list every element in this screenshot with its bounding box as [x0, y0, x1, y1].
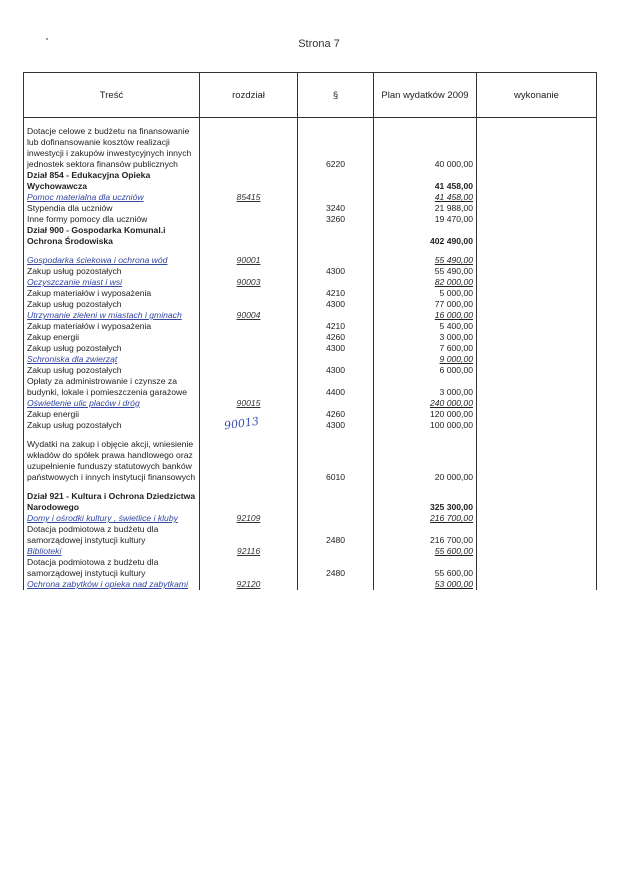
- row-description: Dotacja podmiotowa z budżetu dla samorządowej instytucji kultury: [24, 557, 200, 579]
- row-paragraf: 4260: [298, 332, 374, 343]
- row-wykonanie: [477, 409, 597, 420]
- row-plan-value: 3 000,00: [374, 376, 477, 398]
- row-plan-value: 82 000,00: [374, 277, 477, 288]
- row-paragraf: 4300: [298, 365, 374, 376]
- row-plan-value: 77 000,00: [374, 299, 477, 310]
- row-description: Zakup usług pozostałych: [24, 299, 200, 310]
- table-row: [24, 299, 597, 310]
- row-wykonanie: [477, 398, 597, 409]
- row-plan-value: 100 000,00: [374, 420, 477, 431]
- spacer-cell: [200, 431, 298, 439]
- row-description: Stypendia dla uczniów: [24, 203, 200, 214]
- table-row: [24, 557, 597, 579]
- table-row: [24, 170, 597, 192]
- row-rozdzial: 90004: [200, 310, 298, 321]
- row-description: Dotacja podmiotowa z budżetu dla samorządowej instytucji kultury: [24, 524, 200, 546]
- header-wykonanie: wykonanie: [477, 73, 597, 118]
- row-plan-value: 55 600,00: [374, 557, 477, 579]
- row-plan-value: 55 600,00: [374, 546, 477, 557]
- row-rozdzial: 85415: [200, 192, 298, 203]
- row-wykonanie: [477, 266, 597, 277]
- row-wykonanie: [477, 214, 597, 225]
- row-plan-value: 55 490,00: [374, 266, 477, 277]
- table-row: [24, 332, 597, 343]
- row-paragraf: 4210: [298, 288, 374, 299]
- table-row: [24, 354, 597, 365]
- row-rozdzial: [200, 365, 298, 376]
- row-paragraf: [298, 546, 374, 557]
- row-description: Utrzymanie zieleni w miastach i gminach: [24, 310, 200, 321]
- row-description: Oczyszczanie miast i wsi: [24, 277, 200, 288]
- row-wykonanie: [477, 513, 597, 524]
- row-rozdzial: [200, 332, 298, 343]
- row-rozdzial: [200, 214, 298, 225]
- row-plan-value: 9 000,00: [374, 354, 477, 365]
- row-rozdzial: 92120: [200, 579, 298, 590]
- row-wykonanie: [477, 255, 597, 266]
- row-rozdzial: [200, 203, 298, 214]
- row-wykonanie: [477, 579, 597, 590]
- row-wykonanie: [477, 354, 597, 365]
- row-description: Wydatki na zakup i objęcie akcji, wniesienie wkładów do spółek prawa handlowego oraz uzupełnienie funduszy statutowych banków państwowych i innych instytucji finansowych: [24, 439, 200, 483]
- spacer-cell: [24, 483, 200, 491]
- row-description: Opłaty za administrowanie i czynsze za budynki, lokale i pomieszczenia garażowe: [24, 376, 200, 398]
- row-description: Zakup energii: [24, 409, 200, 420]
- table-row: [24, 203, 597, 214]
- spacer-cell: [374, 431, 477, 439]
- row-wykonanie: [477, 321, 597, 332]
- spacer-cell: [298, 483, 374, 491]
- row-description: Zakup energii: [24, 332, 200, 343]
- spacer-cell: [24, 431, 200, 439]
- row-rozdzial: [200, 524, 298, 546]
- row-wykonanie: [477, 225, 597, 247]
- scan-artifact: [46, 38, 48, 40]
- row-paragraf: 4300: [298, 420, 374, 431]
- row-paragraf: 4260: [298, 409, 374, 420]
- row-rozdzial: [200, 126, 298, 170]
- row-paragraf: [298, 491, 374, 513]
- row-plan-value: 7 600,00: [374, 343, 477, 354]
- table-row: [24, 214, 597, 225]
- row-wykonanie: [477, 376, 597, 398]
- row-plan-value: 55 490,00: [374, 255, 477, 266]
- row-rozdzial: [200, 354, 298, 365]
- row-rozdzial: 90001: [200, 255, 298, 266]
- row-paragraf: 4300: [298, 299, 374, 310]
- budget-table: [23, 72, 597, 590]
- table-row: [24, 225, 597, 247]
- row-description: Schroniska dla zwierząt: [24, 354, 200, 365]
- table-body: [24, 118, 597, 591]
- header-paragraf: §: [298, 73, 374, 118]
- row-wykonanie: [477, 439, 597, 483]
- row-wykonanie: [477, 126, 597, 170]
- row-plan-value: 216 700,00: [374, 524, 477, 546]
- row-description: Zakup usług pozostałych: [24, 420, 200, 431]
- row-plan-value: 6 000,00: [374, 365, 477, 376]
- row-paragraf: [298, 225, 374, 247]
- row-paragraf: 2480: [298, 557, 374, 579]
- row-plan-value: 5 400,00: [374, 321, 477, 332]
- row-plan-value: 41 458,00: [374, 192, 477, 203]
- row-plan-value: 402 490,00: [374, 225, 477, 247]
- table-row: [24, 310, 597, 321]
- spacer-cell: [298, 118, 374, 127]
- row-paragraf: [298, 277, 374, 288]
- row-description: Oświetlenie ulic placów i dróg: [24, 398, 200, 409]
- table-header-row: [24, 73, 597, 118]
- row-rozdzial: [200, 288, 298, 299]
- table-row: [24, 266, 597, 277]
- row-wykonanie: [477, 310, 597, 321]
- spacer-cell: [477, 431, 597, 439]
- row-description: Zakup usług pozostałych: [24, 266, 200, 277]
- table-row: [24, 398, 597, 409]
- row-paragraf: 4400: [298, 376, 374, 398]
- row-rozdzial: [200, 557, 298, 579]
- row-plan-value: 325 300,00: [374, 491, 477, 513]
- table-row: [24, 524, 597, 546]
- table-row: [24, 420, 597, 431]
- row-rozdzial: 90015: [200, 398, 298, 409]
- row-plan-value: 53 000,00: [374, 579, 477, 590]
- row-wykonanie: [477, 170, 597, 192]
- row-description: Dział 900 - Gospodarka Komunal.i Ochrona Środowiska: [24, 225, 200, 247]
- table-row: [24, 579, 597, 590]
- row-wykonanie: [477, 192, 597, 203]
- row-description: Gospodarka ściekowa i ochrona wód: [24, 255, 200, 266]
- table-row: [24, 321, 597, 332]
- row-paragraf: 3260: [298, 214, 374, 225]
- row-wykonanie: [477, 277, 597, 288]
- spacer-cell: [200, 118, 298, 127]
- row-wykonanie: [477, 557, 597, 579]
- row-wykonanie: [477, 299, 597, 310]
- row-plan-value: 40 000,00: [374, 126, 477, 170]
- row-paragraf: 3240: [298, 203, 374, 214]
- spacer-cell: [374, 118, 477, 127]
- spacer-cell: [298, 247, 374, 255]
- table-row: [24, 513, 597, 524]
- table-row: [24, 409, 597, 420]
- row-plan-value: 120 000,00: [374, 409, 477, 420]
- row-paragraf: [298, 354, 374, 365]
- spacer-row: [24, 483, 597, 491]
- row-paragraf: [298, 192, 374, 203]
- row-plan-value: 5 000,00: [374, 288, 477, 299]
- table-row: [24, 546, 597, 557]
- table-row: [24, 192, 597, 203]
- spacer-cell: [200, 247, 298, 255]
- table-row: [24, 126, 597, 170]
- spacer-cell: [477, 247, 597, 255]
- table-row: [24, 255, 597, 266]
- row-description: Zakup materiałów i wyposażenia: [24, 288, 200, 299]
- row-wykonanie: [477, 546, 597, 557]
- row-description: Zakup usług pozostałych: [24, 365, 200, 376]
- row-plan-value: 216 700,00: [374, 513, 477, 524]
- row-paragraf: [298, 310, 374, 321]
- spacer-cell: [477, 483, 597, 491]
- row-rozdzial: 92116: [200, 546, 298, 557]
- header-plan: Plan wydatków 2009: [374, 73, 477, 118]
- table-row: [24, 288, 597, 299]
- row-paragraf: 4300: [298, 266, 374, 277]
- table-row: [24, 365, 597, 376]
- row-wykonanie: [477, 203, 597, 214]
- row-description: Zakup materiałów i wyposażenia: [24, 321, 200, 332]
- spacer-cell: [24, 118, 200, 127]
- spacer-cell: [477, 118, 597, 127]
- row-plan-value: 240 000,00: [374, 398, 477, 409]
- row-paragraf: 6010: [298, 439, 374, 483]
- spacer-cell: [200, 483, 298, 491]
- row-description: Biblioteki: [24, 546, 200, 557]
- row-paragraf: 6220: [298, 126, 374, 170]
- row-paragraf: [298, 513, 374, 524]
- row-plan-value: 3 000,00: [374, 332, 477, 343]
- row-rozdzial: [200, 170, 298, 192]
- row-rozdzial: [200, 321, 298, 332]
- row-paragraf: 4300: [298, 343, 374, 354]
- row-plan-value: 21 988,00: [374, 203, 477, 214]
- row-wykonanie: [477, 343, 597, 354]
- handwritten-note: 90013: [223, 414, 260, 433]
- row-wykonanie: [477, 420, 597, 431]
- row-rozdzial: [200, 225, 298, 247]
- row-rozdzial: [200, 343, 298, 354]
- row-wykonanie: [477, 365, 597, 376]
- row-rozdzial: [200, 491, 298, 513]
- table-row: [24, 277, 597, 288]
- table-row: [24, 491, 597, 513]
- row-wykonanie: [477, 332, 597, 343]
- row-paragraf: [298, 398, 374, 409]
- row-rozdzial: 90003: [200, 277, 298, 288]
- row-description: Inne formy pomocy dla uczniów: [24, 214, 200, 225]
- table-row: [24, 376, 597, 398]
- header-tresc: Treść: [24, 73, 200, 118]
- spacer-row: [24, 247, 597, 255]
- row-rozdzial: [200, 376, 298, 398]
- row-description: Dotacje celowe z budżetu na finansowanie lub dofinansowanie kosztów realizacji inwestycji i zakupów inwestycyjnych innych jednostek sektora finansów publicznych: [24, 126, 200, 170]
- row-description: Dział 854 - Edukacyjna Opieka Wychowawcza: [24, 170, 200, 192]
- row-paragraf: 2480: [298, 524, 374, 546]
- page-number-label: Strona 7: [298, 38, 340, 50]
- spacer-row: [24, 431, 597, 439]
- row-plan-value: 41 458,00: [374, 170, 477, 192]
- row-description: Dział 921 - Kultura i Ochrona Dziedzictwa Narodowego: [24, 491, 200, 513]
- spacer-cell: [298, 431, 374, 439]
- row-rozdzial: [200, 299, 298, 310]
- row-wykonanie: [477, 288, 597, 299]
- row-rozdzial: [200, 266, 298, 277]
- spacer-row: [24, 118, 597, 127]
- row-description: Zakup usług pozostałych: [24, 343, 200, 354]
- row-rozdzial: 92109: [200, 513, 298, 524]
- row-rozdzial: [200, 439, 298, 483]
- header-rozdzial: rozdział: [200, 73, 298, 118]
- row-paragraf: 4210: [298, 321, 374, 332]
- row-paragraf: [298, 170, 374, 192]
- table-row: [24, 343, 597, 354]
- row-plan-value: 16 000,00: [374, 310, 477, 321]
- row-description: Domy i ośrodki kultury , świetlice i kluby: [24, 513, 200, 524]
- table-row: [24, 439, 597, 483]
- row-paragraf: [298, 579, 374, 590]
- row-plan-value: 19 470,00: [374, 214, 477, 225]
- spacer-cell: [24, 247, 200, 255]
- row-wykonanie: [477, 491, 597, 513]
- row-description: Ochrona zabytków i opieka nad zabytkami: [24, 579, 200, 590]
- row-description: Pomoc materialna dla uczniów: [24, 192, 200, 203]
- spacer-cell: [374, 247, 477, 255]
- row-plan-value: 20 000,00: [374, 439, 477, 483]
- row-paragraf: [298, 255, 374, 266]
- spacer-cell: [374, 483, 477, 491]
- row-wykonanie: [477, 524, 597, 546]
